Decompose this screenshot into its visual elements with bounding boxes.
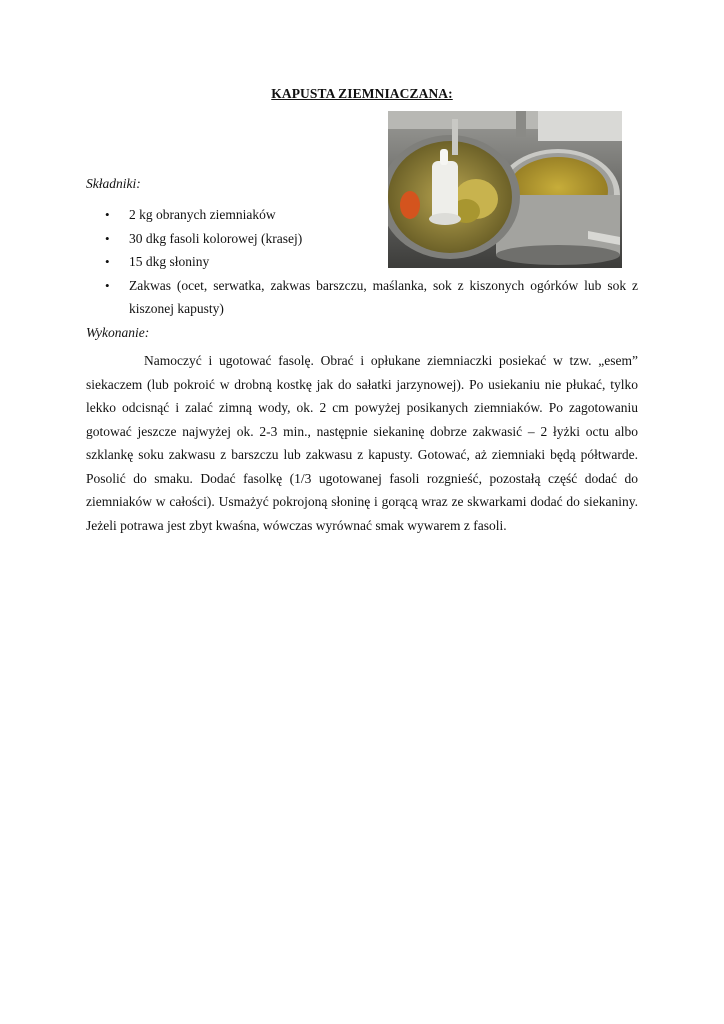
method-label: Wykonanie:: [86, 325, 150, 340]
ingredient-item: [86, 227, 399, 251]
bullet-icon: •: [105, 277, 110, 293]
ingredients-label: Składniki:: [86, 176, 141, 191]
bullet-icon: •: [105, 254, 110, 269]
recipe-title: KAPUSTA ZIEMNIACZANA:: [271, 86, 453, 101]
ingredient-item: [86, 274, 638, 321]
ingredient-text: 15 dkg słoniny: [129, 254, 210, 269]
bullet-icon: •: [105, 207, 110, 222]
ingredient-item: [86, 250, 399, 274]
bullet-icon: •: [105, 230, 110, 246]
ingredient-item: [86, 203, 399, 227]
ingredient-text: Zakwas (ocet, serwatka, zakwas barszczu, maślanka, sok z kiszonych ogórków lub sok z kiszonej kapusty): [129, 277, 638, 316]
ingredient-text: 30 dkg fasoli kolorowej (krasej): [129, 230, 303, 246]
method-paragraph: Namoczyć i ugotować fasolę. Obrać i opłukane ziemniaczki posiekać w tzw. „esem” siekaczem (lub pokroić w drobną kostkę jak do sałatki jarzynowej). Po usiekaniu nie płukać, tylko lekko odcisnąć i zalać zimną wody, ok. 2 cm powyżej posikanych ziemniaków. Po zagotowaniu gotować jeszcze najwyżej ok. 2-3 min., następnie siekaninę dobrze zakwasić – 2 łyżki octu albo szklankę soku zakwasu z barszczu lub zakwasu z kapusty. Gotować, aż ziemniaki będą półtwarde. Posolić do smaku. Dodać fasolkę (1/3 ugotowanej fasoli rozgnieść, pozostałą część dodać do ziemniaków w całości). Usmażyć pokrojoną słoninę i gorącą wraz ze skwarkami dodać do siekaniny. Jeżeli potrawa jest zbyt kwaśna, wówczas wyrównać smak wywarem z fasoli.: [86, 353, 638, 533]
ingredient-text: 2 kg obranych ziemniaków: [129, 207, 276, 222]
ingredients-list: [86, 203, 638, 321]
